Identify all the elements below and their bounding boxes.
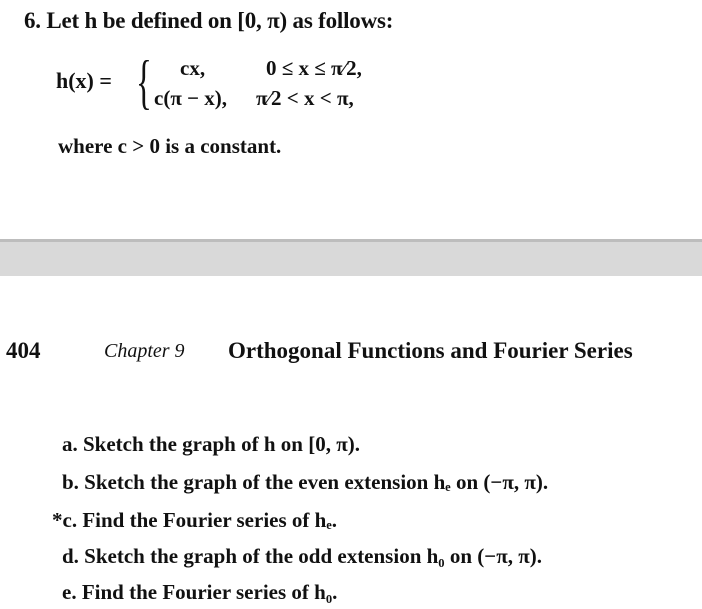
case1-expression: cx,	[180, 56, 206, 80]
part-d: d. Sketch the graph of the odd extension h₀ on (−π, π).	[62, 544, 542, 568]
part-e: e. Find the Fourier series of h₀.	[62, 580, 338, 604]
part-a: a. Sketch the graph of h on [0, π).	[62, 432, 360, 456]
case1-condition: 0 ≤ x ≤ π⁄2,	[266, 56, 362, 80]
page-divider	[0, 242, 702, 276]
page-number: 404	[6, 338, 41, 363]
problem-heading: 6. Let h be defined on [0, π) as follows:	[24, 8, 394, 33]
chapter-title: Orthogonal Functions and Fourier Series	[228, 338, 633, 363]
case2-condition: π⁄2 < x < π,	[256, 86, 354, 110]
piecewise-brace: {	[136, 49, 152, 115]
part-c: *c. Find the Fourier series of hₑ.	[52, 508, 338, 532]
chapter-label: Chapter 9	[104, 340, 185, 362]
part-b: b. Sketch the graph of the even extension hₑ on (−π, π).	[62, 470, 549, 494]
function-lhs: h(x) =	[56, 68, 112, 93]
where-constant-text: where c > 0 is a constant.	[58, 134, 282, 158]
case2-expression: c(π − x),	[154, 86, 228, 110]
